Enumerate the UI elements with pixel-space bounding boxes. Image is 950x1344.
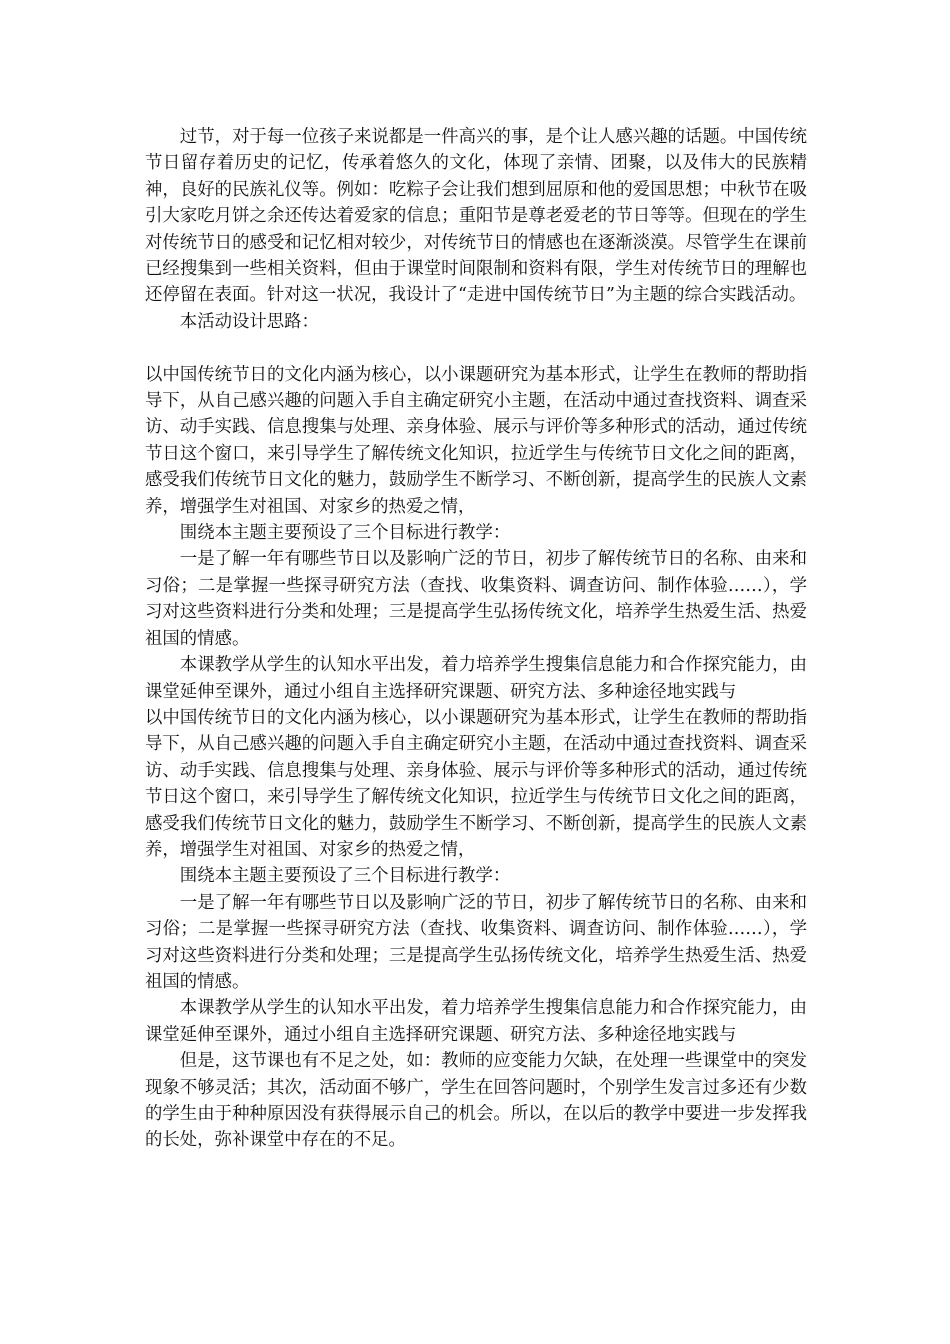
goals-paragraph: 一是了解一年有哪些节日以及影响广泛的节日，初步了解传统节日的名称、由来和习俗；二是掌握一些探寻研究方法（查找、收集资料、调查访问、制作体验……），学习对这些资料进行分类和处理；三是提高学生弘扬传统文化，培养学生热爱生活、热爱祖国的情感。	[145, 549, 807, 649]
teaching-approach-paragraph: 本课教学从学生的认知水平出发，着力培养学生搜集信息能力和合作探究能力，由课堂延伸至课外，通过小组自主选择研究课题、研究方法、多种途径地实践与	[145, 655, 807, 702]
intro-paragraph: 过节，对于每一位孩子来说都是一件高兴的事，是个让人感兴趣的话题。中国传统节日留存着历史的记忆，传承着悠久的文化，体现了亲情、团聚，以及伟大的民族精神，良好的民族礼仪等。例如：吃粽子会让我们想到屈原和他的爱国思想；中秋节在吸引大家吃月饼之余还传达着爱家的信息；重阳节是尊老爱老的节日等等。但现在的学生对传统节日的感受和记忆相对较少，对传统节日的情感也在逐渐淡漠。尽管学生在课前已经搜集到一些相关资料，但由于课堂时间限制和资料有限，学生对传统节日的理解也还停留在表面。针对这一状况，我设计了“走进中国传统节日”为主题的综合实践活动。	[145, 127, 807, 306]
reflection-paragraph: 但是，这节课也有不足之处，如：教师的应变能力欠缺，在处理一些课堂中的突发现象不够灵活；其次，活动面不够广，学生在回答问题时，个别学生发言过多还有少数的学生由于种种原因没有获得展示自己的机会。所以，在以后的教学中要进一步发挥我的长处，弥补课堂中存在的不足。	[145, 1051, 807, 1151]
goals-paragraph-repeat: 一是了解一年有哪些节日以及影响广泛的节日，初步了解传统节日的名称、由来和习俗；二是掌握一些探寻研究方法（查找、收集资料、调查访问、制作体验……），学习对这些资料进行分类和处理；三是提高学生弘扬传统文化，培养学生热爱生活、热爱祖国的情感。	[145, 892, 807, 992]
design-idea-heading: 本活动设计思路：	[179, 311, 319, 332]
design-idea-paragraph: 以中国传统节日的文化内涵为核心，以小课题研究为基本形式，让学生在教师的帮助指导下，从自己感兴趣的问题入手自主确定研究小主题，在活动中通过查找资料、调查采访、动手实践、信息搜集与处理、亲身体验、展示与评价等多种形式的活动，通过传统节日这个窗口，来引导学生了解传统文化知识，拉近学生与传统节日文化之间的距离，感受我们传统节日文化的魅力，鼓励学生不断学习、不断创新，提高学生的民族人文素养，增强学生对祖国、对家乡的热爱之情，	[145, 364, 807, 517]
goals-heading: 围绕本主题主要预设了三个目标进行教学：	[179, 523, 511, 544]
teaching-approach-paragraph-repeat: 本课教学从学生的认知水平出发，着力培养学生搜集信息能力和合作探究能力，由课堂延伸至课外，通过小组自主选择研究课题、研究方法、多种途径地实践与	[145, 998, 807, 1045]
design-idea-paragraph-repeat: 以中国传统节日的文化内涵为核心，以小课题研究为基本形式，让学生在教师的帮助指导下，从自己感兴趣的问题入手自主确定研究小主题，在活动中通过查找资料、调查采访、动手实践、信息搜集与处理、亲身体验、展示与评价等多种形式的活动，通过传统节日这个窗口，来引导学生了解传统文化知识，拉近学生与传统节日文化之间的距离，感受我们传统节日文化的魅力，鼓励学生不断学习、不断创新，提高学生的民族人文素养，增强学生对祖国、对家乡的热爱之情，	[145, 707, 807, 860]
document-body	[145, 124, 807, 1154]
blank-line	[145, 335, 807, 361]
goals-heading-repeat: 围绕本主题主要预设了三个目标进行教学：	[179, 866, 511, 887]
